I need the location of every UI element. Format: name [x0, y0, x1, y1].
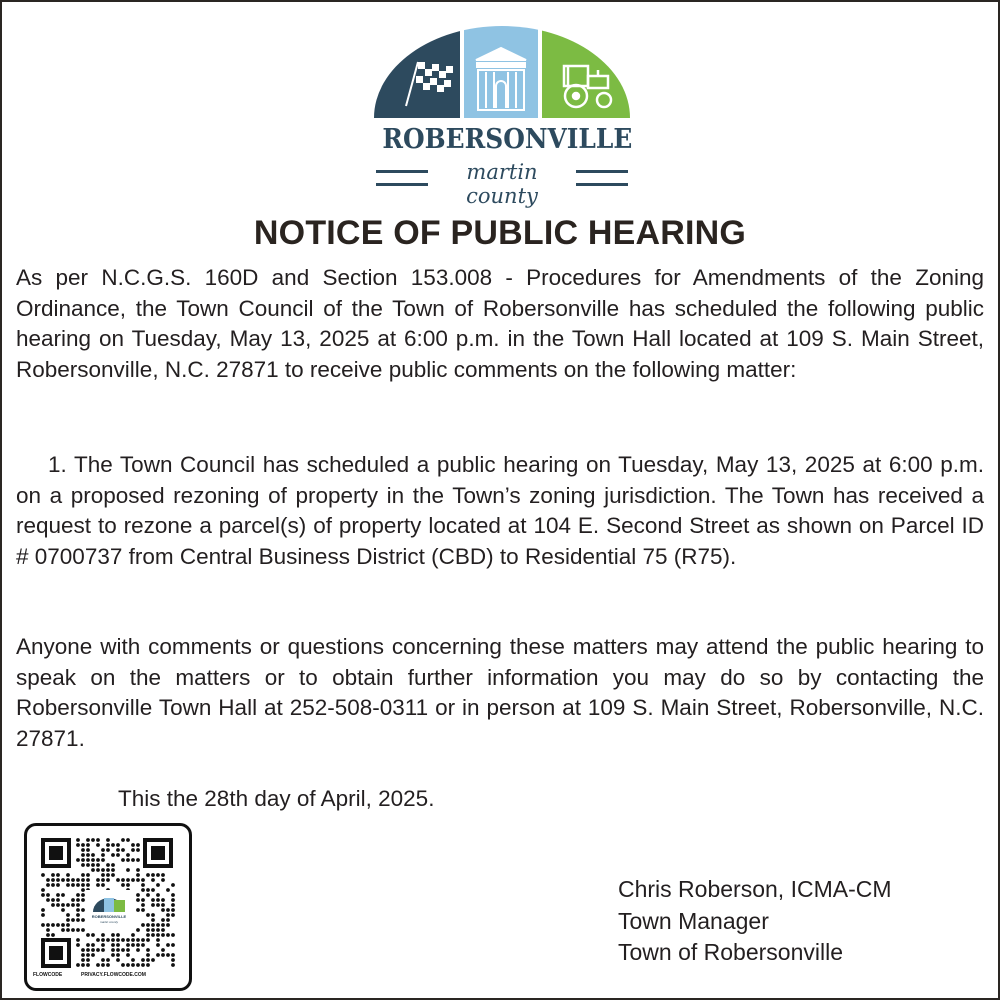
- qr-dot: [156, 938, 160, 942]
- qr-dot: [166, 888, 170, 892]
- qr-dot: [86, 848, 90, 852]
- qr-dot: [81, 898, 85, 902]
- qr-dot: [81, 848, 85, 852]
- qr-dot: [166, 943, 170, 947]
- qr-dot: [96, 938, 100, 942]
- qr-dot: [76, 843, 80, 847]
- qr-dot: [76, 903, 80, 907]
- qr-dot: [141, 878, 145, 882]
- qr-dot: [171, 893, 175, 897]
- qr-dot: [171, 933, 175, 937]
- qr-dot: [146, 873, 150, 877]
- qr-dot: [126, 868, 130, 872]
- signer-name: Chris Roberson, ICMA-CM: [618, 876, 892, 902]
- qr-dot: [61, 893, 65, 897]
- qr-dot: [141, 943, 145, 947]
- qr-dot: [166, 933, 170, 937]
- qr-dot: [106, 868, 110, 872]
- signer-title: Town Manager: [618, 907, 769, 934]
- qr-dot: [86, 933, 90, 937]
- logo-county-row: [372, 160, 632, 208]
- qr-dot: [111, 863, 115, 867]
- qr-dot: [66, 878, 70, 882]
- qr-dot: [116, 958, 120, 962]
- qr-dot: [106, 838, 110, 842]
- qr-dot: [46, 923, 50, 927]
- qr-dot: [116, 853, 120, 857]
- qr-dot: [91, 943, 95, 947]
- qr-dot: [56, 883, 60, 887]
- qr-dot: [166, 953, 170, 957]
- qr-dot: [106, 843, 110, 847]
- logo-rule-left: [376, 170, 428, 186]
- qr-dot: [51, 933, 55, 937]
- robersonville-logo: [372, 20, 633, 208]
- item-1-paragraph: 1. The Town Council has scheduled a public hearing on Tuesday, May 13, 2025 at 6:00 p.m. on a proposed rezoning of property in the Town’s zoning jurisdiction. The Town has received a request to rezone a parcel(s) of property located at 104 E. Second Street as shown on Parcel ID # 0700737 from Central Business District (CBD) to Residential 75 (R75).: [16, 452, 984, 569]
- qr-dot: [101, 883, 105, 887]
- qr-dot: [151, 933, 155, 937]
- qr-center-logo: [85, 890, 133, 930]
- qr-dot: [151, 923, 155, 927]
- qr-dot: [141, 923, 145, 927]
- qr-dot: [171, 958, 175, 962]
- qr-code-pattern: [27, 826, 189, 988]
- qr-dot: [156, 898, 160, 902]
- qr-dot: [151, 873, 155, 877]
- qr-dot: [86, 863, 90, 867]
- qr-dot: [146, 888, 150, 892]
- qr-dot: [156, 943, 160, 947]
- qr-dot: [91, 953, 95, 957]
- qr-dot: [101, 873, 105, 877]
- qr-dot: [111, 943, 115, 947]
- qr-dot: [76, 908, 80, 912]
- qr-dot: [66, 913, 70, 917]
- qr-dot: [106, 848, 110, 852]
- qr-dot: [96, 863, 100, 867]
- qr-dot: [81, 958, 85, 962]
- qr-dot: [141, 938, 145, 942]
- qr-dot: [131, 878, 135, 882]
- logo-county-text: martin county: [466, 160, 538, 208]
- qr-dot: [81, 858, 85, 862]
- qr-dot: [136, 843, 140, 847]
- qr-dot: [131, 843, 135, 847]
- qr-dot: [166, 913, 170, 917]
- qr-dot: [101, 878, 105, 882]
- qr-dot: [126, 963, 130, 967]
- qr-dot: [86, 838, 90, 842]
- qr-dot: [76, 943, 80, 947]
- logo-rule-right: [576, 170, 628, 186]
- qr-dot: [66, 928, 70, 932]
- qr-dot: [131, 933, 135, 937]
- qr-dot: [101, 958, 105, 962]
- qr-dot: [71, 883, 75, 887]
- qr-dot: [131, 958, 135, 962]
- intro-paragraph: As per N.C.G.S. 160D and Section 153.008 - Procedures for Amendments of the Zoning Ordinance, the Town Council of the Town of Robersonville has scheduled the following public hearing on Tuesday, May 13, 2025 at 6:00 p.m. in the Town Hall located at 109 S. Main Street, Robersonville, N.C. 27871 to receive public comments on the following matter:: [16, 265, 984, 382]
- qr-dot: [86, 873, 90, 877]
- qr-dot: [161, 933, 165, 937]
- qr-dot: [141, 958, 145, 962]
- qr-dot: [156, 928, 160, 932]
- qr-dot: [46, 928, 50, 932]
- qr-dot: [71, 903, 75, 907]
- qr-dot: [46, 933, 50, 937]
- qr-dot: [101, 868, 105, 872]
- qr-dot: [86, 943, 90, 947]
- qr-dot: [131, 963, 135, 967]
- qr-dot: [61, 903, 65, 907]
- qr-dot: [126, 938, 130, 942]
- qr-dot: [91, 858, 95, 862]
- qr-dot: [81, 893, 85, 897]
- qr-dot: [96, 963, 100, 967]
- qr-dot: [86, 853, 90, 857]
- qr-dot: [171, 943, 175, 947]
- qr-dot: [81, 963, 85, 967]
- qr-dot: [76, 913, 80, 917]
- qr-dot: [106, 938, 110, 942]
- qr-dot: [156, 923, 160, 927]
- qr-dot: [91, 868, 95, 872]
- qr-dot: [51, 903, 55, 907]
- qr-dot: [146, 913, 150, 917]
- notice-title: NOTICE OF PUBLIC HEARING: [253, 214, 747, 252]
- qr-dot: [81, 948, 85, 952]
- qr-dot: [106, 958, 110, 962]
- qr-dot: [81, 878, 85, 882]
- qr-dot: [76, 938, 80, 942]
- qr-dot: [126, 953, 130, 957]
- qr-dot: [71, 918, 75, 922]
- qr-dot: [76, 918, 80, 922]
- qr-dot: [111, 843, 115, 847]
- qr-dot: [106, 878, 110, 882]
- qr-dot: [91, 948, 95, 952]
- qr-dot: [146, 963, 150, 967]
- qr-finder-top-right: [143, 838, 173, 868]
- qr-dot: [76, 838, 80, 842]
- qr-dot: [111, 938, 115, 942]
- qr-dot: [41, 893, 45, 897]
- qr-dot: [51, 878, 55, 882]
- qr-dot: [96, 948, 100, 952]
- qr-dot: [151, 918, 155, 922]
- qr-dot: [126, 878, 130, 882]
- qr-dot: [146, 893, 150, 897]
- qr-dot: [81, 888, 85, 892]
- qr-dot: [51, 883, 55, 887]
- qr-dot: [136, 848, 140, 852]
- qr-dot: [106, 963, 110, 967]
- qr-dot: [126, 853, 130, 857]
- qr-dot: [126, 858, 130, 862]
- qr-dot: [101, 963, 105, 967]
- qr-dot: [106, 863, 110, 867]
- qr-dot: [86, 963, 90, 967]
- privacy-label: PRIVACY.FLOWCODE.COM: [81, 972, 146, 978]
- dateline: This the 28th day of April, 2025.: [118, 786, 435, 811]
- qr-dot: [111, 853, 115, 857]
- qr-dot: [96, 878, 100, 882]
- qr-dot: [146, 953, 150, 957]
- qr-dot: [86, 843, 90, 847]
- qr-dot: [81, 863, 85, 867]
- qr-dot: [151, 928, 155, 932]
- qr-dot: [61, 908, 65, 912]
- qr-finder-bottom-left: [41, 938, 71, 968]
- qr-dot: [96, 838, 100, 842]
- qr-dot: [101, 948, 105, 952]
- qr-dot: [136, 963, 140, 967]
- qr-dot: [121, 848, 125, 852]
- qr-dot: [41, 923, 45, 927]
- qr-dot: [121, 938, 125, 942]
- qr-dot: [171, 963, 175, 967]
- qr-dot: [121, 948, 125, 952]
- qr-dot: [71, 878, 75, 882]
- qr-dot: [81, 953, 85, 957]
- qr-dot: [86, 953, 90, 957]
- qr-dot: [76, 878, 80, 882]
- qr-dot: [91, 838, 95, 842]
- qr-dot: [156, 873, 160, 877]
- qr-dot: [136, 948, 140, 952]
- qr-dot: [116, 878, 120, 882]
- qr-dot: [171, 898, 175, 902]
- qr-dot: [146, 938, 150, 942]
- qr-dot: [41, 888, 45, 892]
- qr-dot: [51, 898, 55, 902]
- qr-dot: [166, 918, 170, 922]
- qr-dot: [76, 893, 80, 897]
- qr-dot: [131, 938, 135, 942]
- qr-dot: [131, 848, 135, 852]
- qr-dot: [126, 838, 130, 842]
- qr-dot: [86, 858, 90, 862]
- qr-dot: [126, 943, 130, 947]
- qr-dot: [116, 848, 120, 852]
- qr-dot: [121, 858, 125, 862]
- qr-dot: [111, 873, 115, 877]
- qr-dot: [81, 928, 85, 932]
- qr-dot: [81, 853, 85, 857]
- qr-dot: [141, 963, 145, 967]
- qr-dot: [76, 858, 80, 862]
- qr-dot: [116, 843, 120, 847]
- logo-brand-text: ROBERSONVILLE: [382, 124, 633, 155]
- qr-dot: [46, 893, 50, 897]
- qr-dot: [61, 923, 65, 927]
- qr-dot: [161, 928, 165, 932]
- qr-dot: [56, 903, 60, 907]
- qr-dot: [96, 883, 100, 887]
- qr-dot: [101, 858, 105, 862]
- qr-dot: [56, 878, 60, 882]
- qr-dot: [131, 858, 135, 862]
- qr-dot: [111, 868, 115, 872]
- qr-dot: [101, 853, 105, 857]
- qr-dot: [156, 893, 160, 897]
- qr-dot: [61, 878, 65, 882]
- qr-dot: [71, 898, 75, 902]
- qr-dot: [81, 908, 85, 912]
- qr-dot: [116, 948, 120, 952]
- logo-emblem: [372, 20, 632, 130]
- qr-dot: [91, 933, 95, 937]
- qr-dot: [161, 953, 165, 957]
- qr-dot: [56, 893, 60, 897]
- qr-dot: [41, 908, 45, 912]
- qr-dot: [171, 903, 175, 907]
- qr-dot: [56, 923, 60, 927]
- qr-dot: [161, 878, 165, 882]
- qr-dot: [171, 908, 175, 912]
- qr-dot: [156, 883, 160, 887]
- qr-brand-subtext: martin county: [85, 920, 133, 924]
- qr-dot: [111, 948, 115, 952]
- qr-dot: [66, 923, 70, 927]
- qr-dot: [171, 953, 175, 957]
- qr-dot: [156, 933, 160, 937]
- qr-dot: [96, 868, 100, 872]
- qr-dot: [161, 898, 165, 902]
- qr-dot: [76, 928, 80, 932]
- qr-dot: [136, 898, 140, 902]
- qr-dot: [121, 883, 125, 887]
- qr-dot: [136, 908, 140, 912]
- qr-dot: [116, 943, 120, 947]
- qr-dot: [141, 888, 145, 892]
- qr-dot: [126, 883, 130, 887]
- qr-dot: [76, 883, 80, 887]
- qr-dot: [96, 843, 100, 847]
- qr-dot: [151, 913, 155, 917]
- qr-dot: [141, 903, 145, 907]
- qr-dot: [81, 873, 85, 877]
- qr-dot: [141, 908, 145, 912]
- qr-dot: [161, 923, 165, 927]
- qr-dot: [156, 953, 160, 957]
- qr-dot: [76, 898, 80, 902]
- qr-dot: [101, 943, 105, 947]
- qr-dot: [151, 903, 155, 907]
- qr-dot: [66, 883, 70, 887]
- qr-dot: [151, 898, 155, 902]
- qr-dot: [121, 878, 125, 882]
- qr-dot: [56, 873, 60, 877]
- qr-finder-top-left: [41, 838, 71, 868]
- qr-dot: [146, 928, 150, 932]
- qr-code[interactable]: [24, 823, 192, 991]
- qr-dot: [116, 938, 120, 942]
- qr-dot: [116, 953, 120, 957]
- qr-dot: [166, 923, 170, 927]
- qr-dot: [91, 853, 95, 857]
- qr-dot: [86, 958, 90, 962]
- qr-dot: [81, 843, 85, 847]
- qr-dot: [136, 928, 140, 932]
- qr-dot: [121, 963, 125, 967]
- qr-dot: [66, 918, 70, 922]
- flowcode-label: FLOWCODE: [33, 972, 63, 978]
- qr-dot: [86, 883, 90, 887]
- qr-dot: [151, 888, 155, 892]
- qr-dot: [161, 918, 165, 922]
- qr-dot: [116, 933, 120, 937]
- qr-dot: [171, 883, 175, 887]
- qr-dot: [161, 948, 165, 952]
- qr-dot: [111, 953, 115, 957]
- qr-dot: [136, 858, 140, 862]
- qr-dot: [46, 898, 50, 902]
- qr-dot: [146, 958, 150, 962]
- qr-dot: [111, 933, 115, 937]
- qr-dot: [131, 943, 135, 947]
- qr-dot: [66, 903, 70, 907]
- qr-brand-text: ROBERSONVILLE: [85, 914, 133, 919]
- qr-dot: [146, 923, 150, 927]
- qr-dot: [166, 908, 170, 912]
- qr-dot: [151, 878, 155, 882]
- qr-dot: [136, 878, 140, 882]
- qr-dot: [86, 948, 90, 952]
- qr-dot: [161, 873, 165, 877]
- qr-dot: [136, 873, 140, 877]
- qr-dot: [156, 903, 160, 907]
- qr-dot: [76, 963, 80, 967]
- qr-dot: [121, 838, 125, 842]
- signature-block: [618, 874, 892, 969]
- qr-dot: [61, 928, 65, 932]
- qr-dot: [81, 883, 85, 887]
- qr-dot: [46, 883, 50, 887]
- contact-paragraph: Anyone with comments or questions concerning these matters may attend the public hearing to speak on the matters or to obtain further information you may do so by contacting the Robersonville Town Hall at 252-508-0311 or in person at 109 S. Main Street, Robersonville, N.C. 27871.: [16, 634, 984, 751]
- qr-dot: [141, 883, 145, 887]
- qr-dot: [146, 933, 150, 937]
- qr-dot: [91, 863, 95, 867]
- qr-dot: [101, 938, 105, 942]
- qr-dot: [136, 943, 140, 947]
- qr-dot: [136, 938, 140, 942]
- qr-dot: [101, 933, 105, 937]
- qr-dot: [96, 858, 100, 862]
- qr-dot: [141, 898, 145, 902]
- qr-dot: [71, 928, 75, 932]
- qr-dot: [51, 923, 55, 927]
- qr-dot: [126, 948, 130, 952]
- qr-dot: [51, 873, 55, 877]
- qr-dot: [136, 893, 140, 897]
- qr-dot: [171, 913, 175, 917]
- qr-dot: [46, 878, 50, 882]
- qr-dot: [106, 873, 110, 877]
- qr-dot: [146, 948, 150, 952]
- qr-dot: [161, 908, 165, 912]
- qr-dot: [66, 873, 70, 877]
- qr-dot: [86, 878, 90, 882]
- signer-organization: Town of Robersonville: [618, 939, 844, 965]
- qr-dot: [41, 913, 45, 917]
- qr-dot: [151, 958, 155, 962]
- qr-dot: [101, 848, 105, 852]
- qr-dot: [56, 898, 60, 902]
- qr-dot: [41, 873, 45, 877]
- qr-dot: [136, 868, 140, 872]
- qr-dot: [161, 903, 165, 907]
